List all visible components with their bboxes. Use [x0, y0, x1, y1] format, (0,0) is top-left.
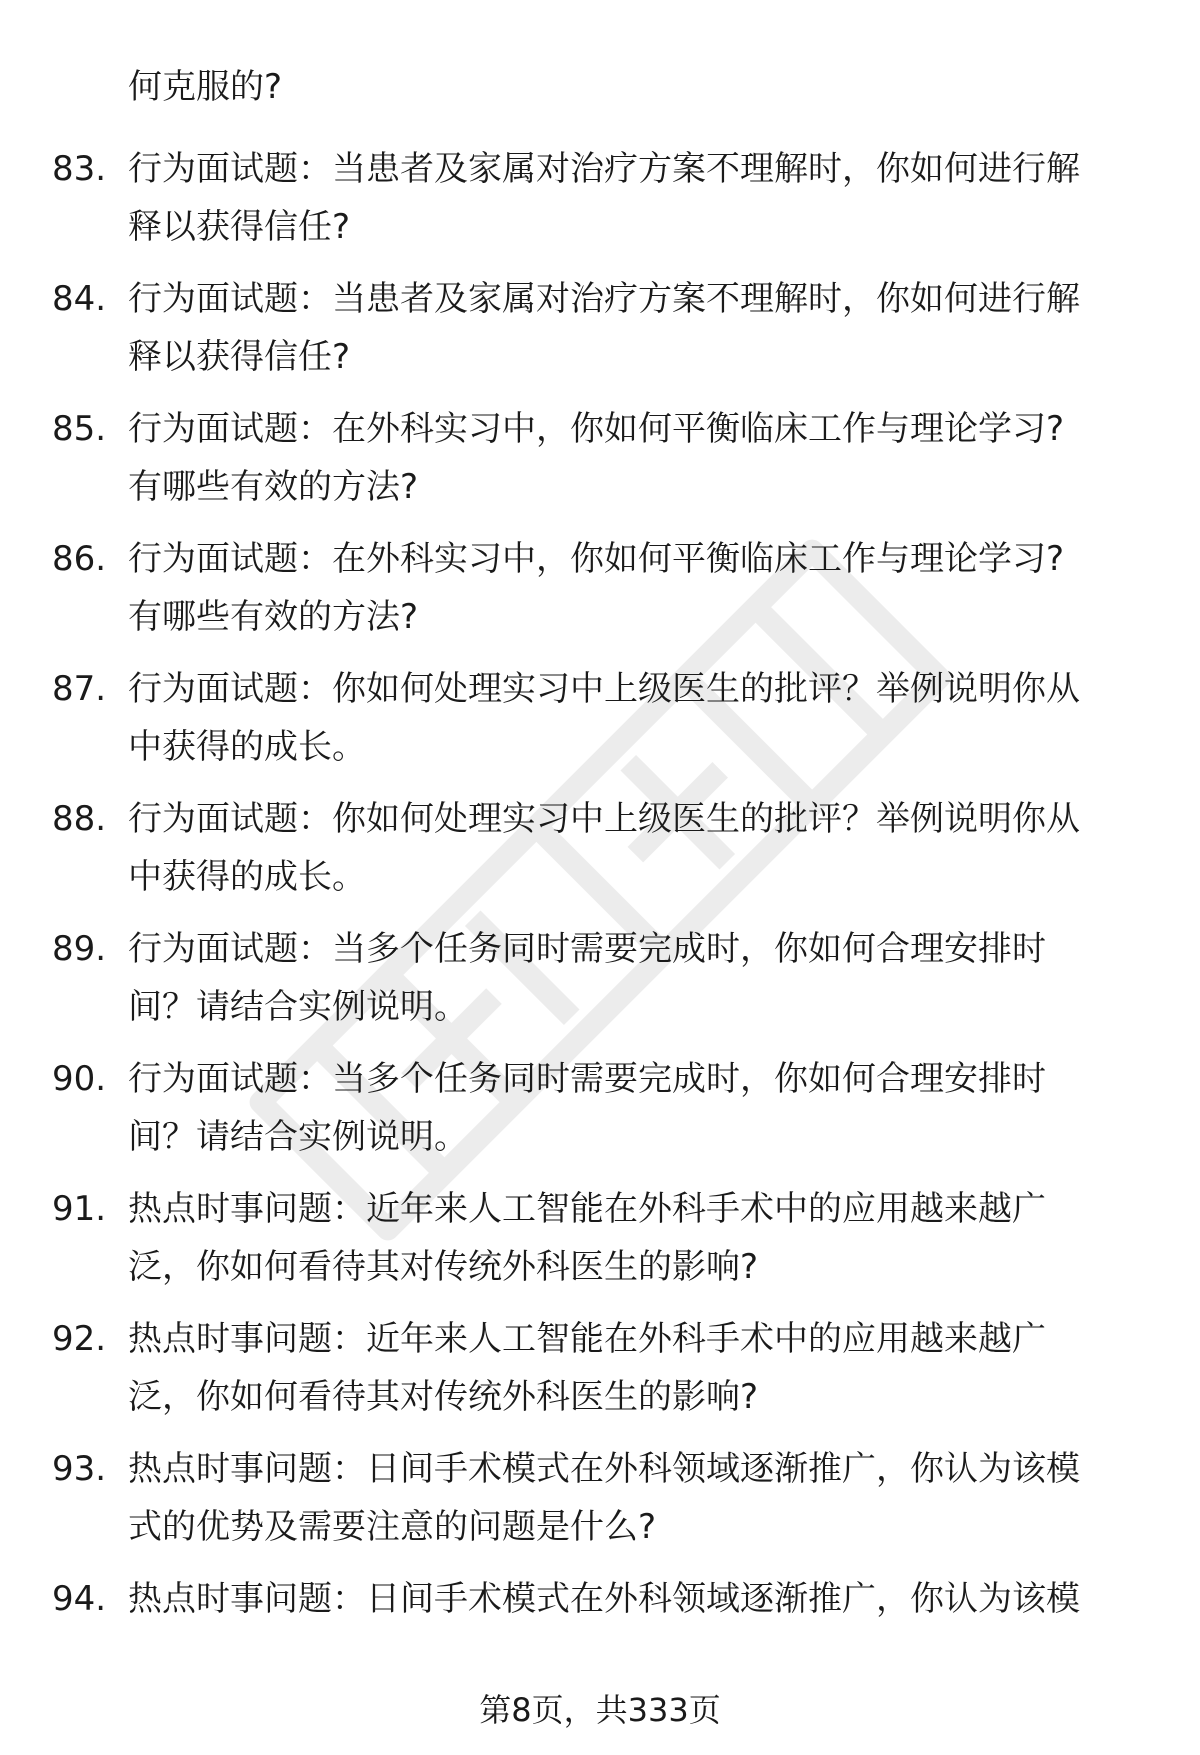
question-text-line: 行为面试题：你如何处理实习中上级医生的批评？举例说明你从: [128, 799, 1080, 839]
question-text-line: 间？请结合实例说明。: [128, 987, 468, 1027]
question-text-line: 热点时事问题：近年来人工智能在外科手术中的应用越来越广: [128, 1189, 1046, 1229]
question-number: 93.: [52, 1449, 107, 1489]
question-item: [0, 660, 1200, 790]
question-number: 92.: [52, 1319, 107, 1359]
question-item: [0, 400, 1200, 530]
question-text: [128, 920, 1148, 1036]
question-item: [0, 530, 1200, 660]
question-text: [128, 1050, 1148, 1166]
question-text-line: 行为面试题：在外科实习中，你如何平衡临床工作与理论学习?: [128, 539, 1065, 579]
question-number: 88.: [52, 799, 107, 839]
continued-question-text: 何克服的?: [128, 67, 283, 107]
question-text: [128, 1570, 1148, 1628]
question-number: 94.: [52, 1579, 107, 1619]
question-text-line: 有哪些有效的方法?: [128, 467, 419, 507]
question-text: [128, 140, 1148, 256]
question-text-line: 式的优势及需要注意的问题是什么?: [128, 1507, 657, 1547]
question-number: 90.: [52, 1059, 107, 1099]
question-number: 89.: [52, 929, 107, 969]
question-item: [0, 1310, 1200, 1440]
question-text-line: 热点时事问题：近年来人工智能在外科手术中的应用越来越广: [128, 1319, 1046, 1359]
question-item: [0, 1570, 1200, 1700]
question-text-line: 泛，你如何看待其对传统外科医生的影响?: [128, 1377, 759, 1417]
question-text-line: 热点时事问题：日间手术模式在外科领域逐渐推广，你认为该模: [128, 1579, 1080, 1619]
question-text-line: 中获得的成长。: [128, 857, 366, 897]
question-text-line: 有哪些有效的方法?: [128, 597, 419, 637]
question-text-line: 热点时事问题：日间手术模式在外科领域逐渐推广，你认为该模: [128, 1449, 1080, 1489]
question-text-line: 泛，你如何看待其对传统外科医生的影响?: [128, 1247, 759, 1287]
question-text: [128, 1440, 1148, 1556]
question-text-line: 行为面试题：当患者及家属对治疗方案不理解时，你如何进行解: [128, 149, 1080, 189]
question-text-line: 释以获得信任?: [128, 337, 351, 377]
question-text-line: 间？请结合实例说明。: [128, 1117, 468, 1157]
question-text: [128, 530, 1148, 646]
question-item: [0, 1440, 1200, 1570]
question-item: [0, 270, 1200, 400]
question-number: 91.: [52, 1189, 107, 1229]
question-number: 85.: [52, 409, 107, 449]
question-text: [128, 270, 1148, 386]
question-text: [128, 1180, 1148, 1296]
question-item: [0, 140, 1200, 270]
question-text-line: 行为面试题：当患者及家属对治疗方案不理解时，你如何进行解: [128, 279, 1080, 319]
question-text-line: 行为面试题：当多个任务同时需要完成时，你如何合理安排时: [128, 929, 1046, 969]
question-text-line: 行为面试题：你如何处理实习中上级医生的批评？举例说明你从: [128, 669, 1080, 709]
question-text: [128, 400, 1148, 516]
question-number: 87.: [52, 669, 107, 709]
question-text-line: 中获得的成长。: [128, 727, 366, 767]
question-text: [128, 1310, 1148, 1426]
question-number: 86.: [52, 539, 107, 579]
question-text-line: 释以获得信任?: [128, 207, 351, 247]
question-number: 83.: [52, 149, 107, 189]
question-text: [128, 790, 1148, 906]
question-text-line: 行为面试题：当多个任务同时需要完成时，你如何合理安排时: [128, 1059, 1046, 1099]
question-number: 84.: [52, 279, 107, 319]
page-footer: 第8页，共333页: [479, 1691, 721, 1729]
question-item: [0, 790, 1200, 920]
question-text: [128, 660, 1148, 776]
question-item: [0, 1050, 1200, 1180]
question-item: [0, 1180, 1200, 1310]
question-item: [0, 920, 1200, 1050]
question-text-line: 行为面试题：在外科实习中，你如何平衡临床工作与理论学习?: [128, 409, 1065, 449]
question-list: [0, 140, 1200, 1700]
